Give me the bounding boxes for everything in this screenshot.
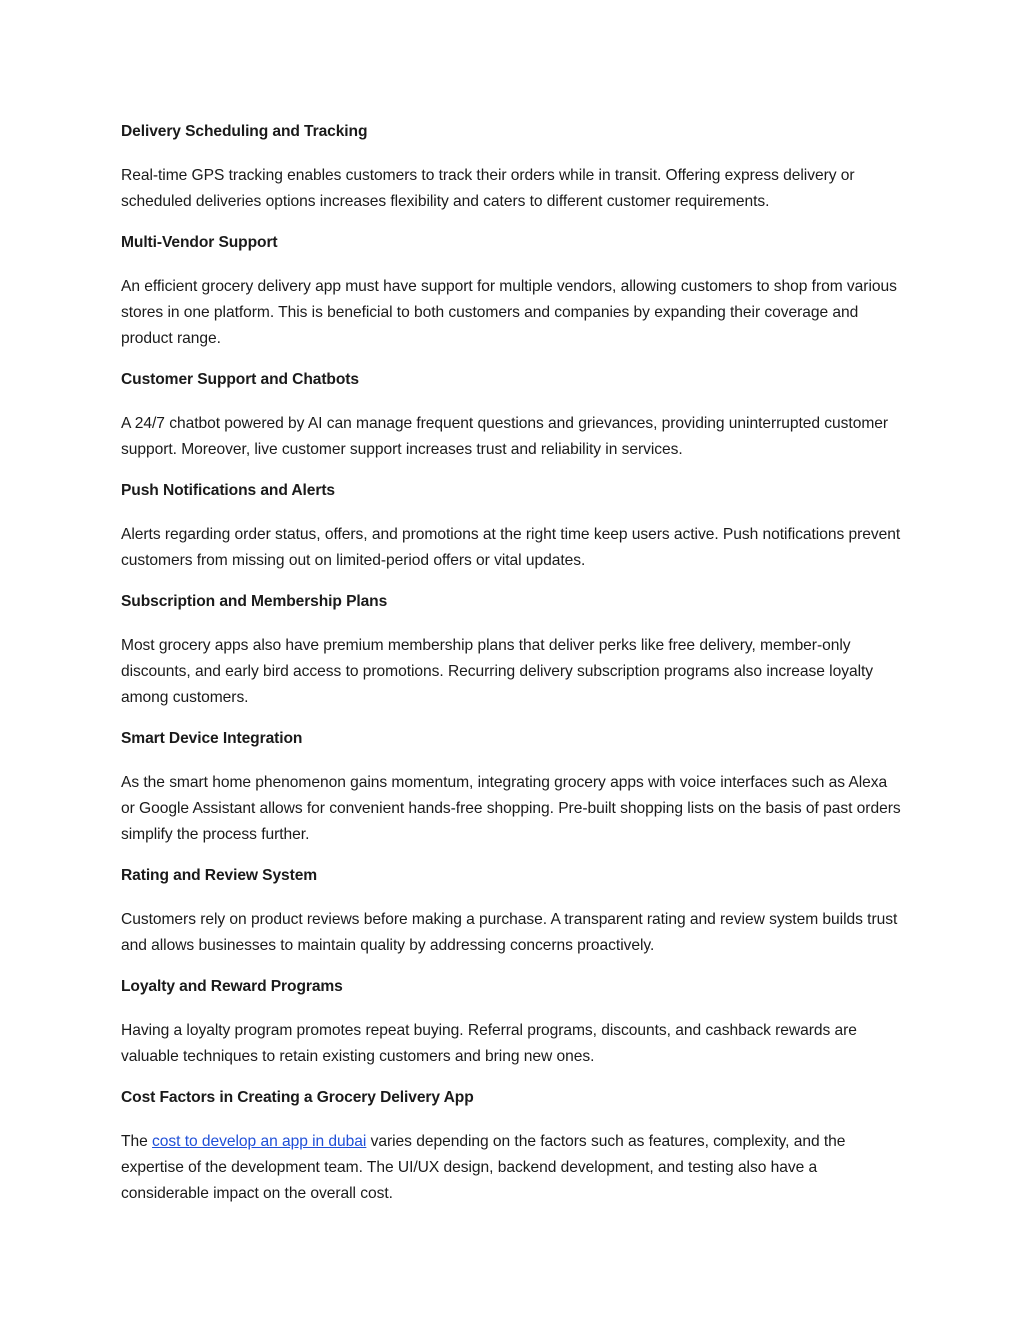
section-heading-subscription: Subscription and Membership Plans [121,593,388,610]
section-body-multi-vendor: An efficient grocery delivery app must have support for multiple vendors, allowing customers to shop from various stores in one platform. This is beneficial to both customers and companies by expanding their coverage and product range. [121,278,897,347]
cost-to-develop-link[interactable]: cost to develop an app in dubai [152,1133,367,1150]
section-body-rating-review: Customers rely on product reviews before making a purchase. A transparent rating and review system builds trust and allows businesses to maintain quality by addressing concerns proactively. [121,911,898,954]
section-body-push-notifications: Alerts regarding order status, offers, and promotions at the right time keep users active. Push notifications prevent customers from missing out on limited-period offers or vital updates. [121,526,901,569]
section-heading-push-notifications: Push Notifications and Alerts [121,482,335,499]
section-body-delivery-scheduling: Real-time GPS tracking enables customers to track their orders while in transit. Offering express delivery or scheduled deliveries options increases flexibility and caters to different customer requirements. [121,167,855,210]
section-body-subscription: Most grocery apps also have premium membership plans that deliver perks like free delivery, member-only discounts, and early bird access to promotions. Recurring delivery subscription programs also increase loyalty among customers. [121,637,874,706]
section-heading-cost-factors: Cost Factors in Creating a Grocery Delivery App [121,1089,474,1106]
cost-text-after: varies depending on the factors such as features, complexity, and the expertise of the development team. The UI/UX design, backend development, and testing also have a considerable impact on the overall cost. [121,1133,846,1202]
section-heading-loyalty-rewards: Loyalty and Reward Programs [121,978,343,995]
section-body-customer-support: A 24/7 chatbot powered by AI can manage frequent questions and grievances, providing uninterrupted customer support. Moreover, live customer support increases trust and reliability in services. [121,415,889,458]
section-body-smart-device: As the smart home phenomenon gains momentum, integrating grocery apps with voice interfaces such as Alexa or Google Assistant allows for convenient hands-free shopping. Pre-built shopping lists on the basis of past orders simplify the process further. [121,774,901,843]
section-heading-smart-device: Smart Device Integration [121,730,303,747]
section-heading-delivery-scheduling: Delivery Scheduling and Tracking [121,123,368,140]
section-heading-rating-review: Rating and Review System [121,867,318,884]
document-page [121,121,903,1224]
section-body-loyalty-rewards: Having a loyalty program promotes repeat buying. Referral programs, discounts, and cashback rewards are valuable techniques to retain existing customers and bring new ones. [121,1022,857,1065]
cost-text-before: The [121,1133,153,1150]
section-heading-customer-support: Customer Support and Chatbots [121,371,359,388]
section-heading-multi-vendor: Multi-Vendor Support [121,234,278,251]
section-body-cost-factors [121,1129,903,1207]
